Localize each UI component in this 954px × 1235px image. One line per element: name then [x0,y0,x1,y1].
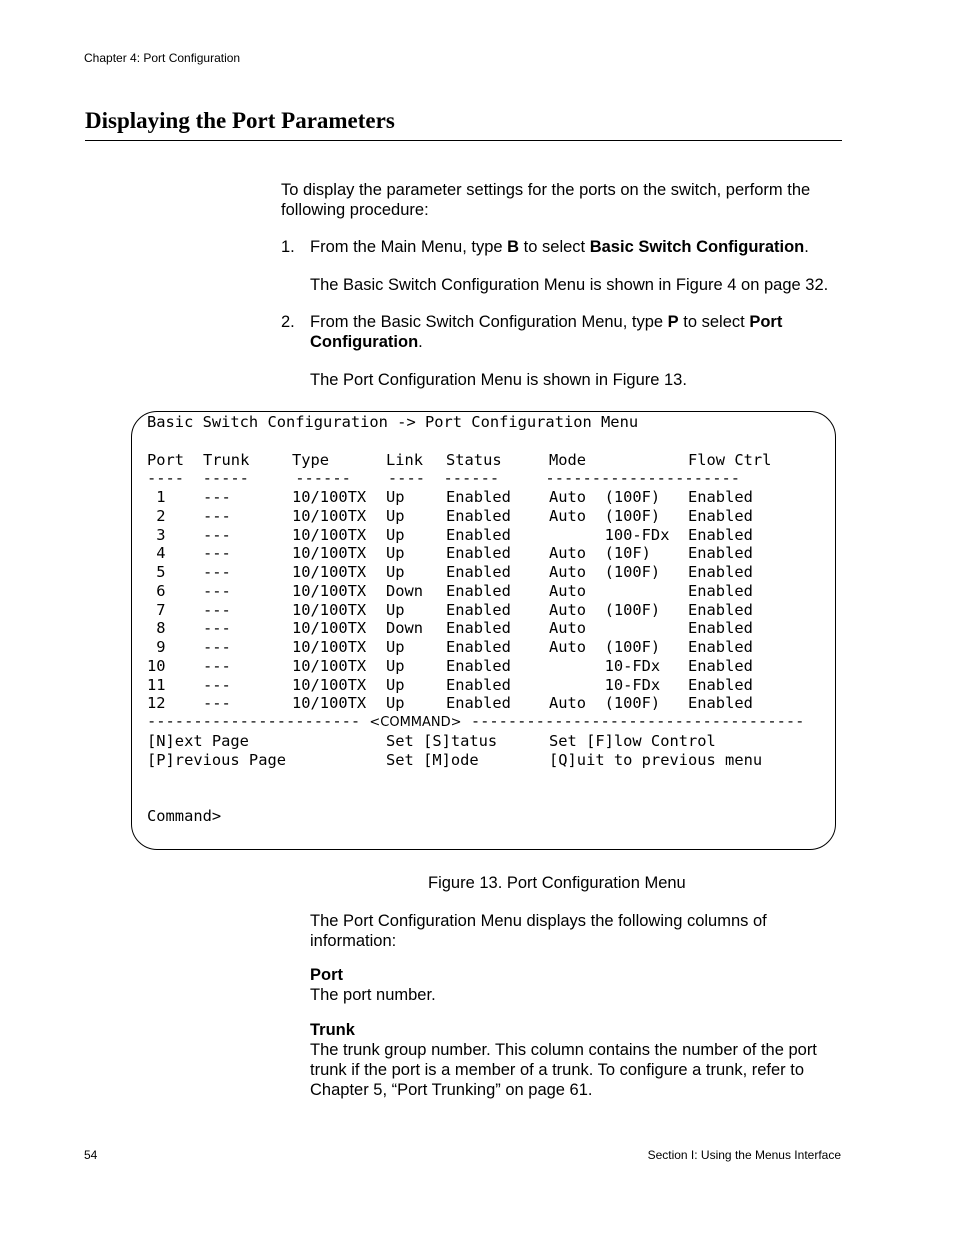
row-3-trunk: --- [203,525,231,544]
col-header-trunk: Trunk [203,451,250,469]
step-2-note: The Port Configuration Menu is shown in Figure 13. [310,371,687,389]
row-11-status: Enabled [446,675,511,694]
step-1-key: B [507,238,520,256]
command-divider: ----------------------- <COMMAND> ------------------------------------ [147,712,805,730]
row-1-port: 1 [147,488,166,506]
step-1-target: Basic Switch Configuration [589,238,805,256]
menu-next-page: [N]ext Page [147,732,249,750]
columns-intro: The Port Configuration Menu displays the following columns of information: [310,912,767,950]
row-8-type: 10/100TX [292,619,367,638]
header-underline: ---- ----- ------ ---- ------ --------------------- [147,469,741,487]
row-10-status: Enabled [446,656,511,675]
row-6-type: 10/100TX [292,581,367,600]
row-10-trunk: --- [203,656,231,675]
row-4-type: 10/100TX [292,544,367,563]
row-4-trunk: --- [203,544,231,563]
step-2-target: Port Configuration [310,313,783,351]
col-header-mode: Mode [549,451,587,469]
row-8-mode: Auto [549,619,587,638]
row-8-trunk: --- [203,619,231,638]
row-11-link: Up [386,675,405,694]
col-header-link: Link [386,451,424,469]
menu-set-status: Set [S]tatus [386,732,498,750]
row-2-type: 10/100TX [292,506,367,525]
intro-paragraph: To display the parameter settings for the ports on the switch, perform the following procedure: [281,181,811,219]
menu-previous-page: [P]revious Page [147,751,286,769]
row-10-type: 10/100TX [292,656,367,675]
row-10-flow-ctrl: Enabled [688,656,753,675]
row-4-flow-ctrl: Enabled [688,544,753,563]
row-3-port: 3 [147,525,166,544]
step-1-note: The Basic Switch Configuration Menu is shown in Figure 4 on page 32. [310,276,829,294]
row-11-port: 11 [147,675,166,694]
row-9-trunk: --- [203,638,231,656]
section-title: Displaying the Port Parameters [85,108,395,133]
page-number: 54 [84,1148,98,1162]
row-9-port: 9 [147,638,166,656]
title-rule [85,140,842,141]
row-6-link: Down [386,581,424,600]
row-4-mode: Auto (10F) [549,544,651,563]
row-4-link: Up [386,544,405,563]
row-3-mode: 100-FDx [549,525,670,544]
row-11-mode: 10-FDx [549,675,661,694]
definition-term-trunk: Trunk [310,1021,355,1039]
row-6-status: Enabled [446,581,511,600]
row-11-trunk: --- [203,675,231,694]
step-1-text: From the Main Menu, type B to select Basic Switch Configuration. [310,238,809,256]
row-1-mode: Auto (100F) [549,488,661,506]
row-10-port: 10 [147,656,166,675]
row-6-flow-ctrl: Enabled [688,581,753,600]
row-5-trunk: --- [203,563,231,581]
row-2-link: Up [386,506,405,525]
definition-desc-trunk: The trunk group number. This column contains the number of the port trunk if the port is a member of a trunk. To configure a trunk, refer to Chapter 5, “Port Trunking” on page 61. [310,1041,817,1099]
row-12-port: 12 [147,694,166,713]
terminal-title: Basic Switch Configuration -> Port Configuration Menu [147,413,639,431]
definition-term-port: Port [310,966,343,984]
step-1-number: 1. [281,238,295,256]
menu-quit: [Q]uit to previous menu [549,751,763,769]
row-5-mode: Auto (100F) [549,563,661,581]
row-5-link: Up [386,563,405,581]
col-header-port: Port [147,451,185,469]
row-5-flow-ctrl: Enabled [688,563,753,581]
row-10-mode: 10-FDx [549,656,661,675]
row-9-type: 10/100TX [292,638,367,656]
row-12-status: Enabled [446,694,511,713]
row-1-status: Enabled [446,488,511,506]
row-3-link: Up [386,525,405,544]
row-6-mode: Auto [549,581,587,600]
row-10-link: Up [386,656,405,675]
row-12-link: Up [386,694,405,713]
row-3-type: 10/100TX [292,525,367,544]
row-3-flow-ctrl: Enabled [688,525,753,544]
row-12-flow-ctrl: Enabled [688,694,753,713]
row-2-flow-ctrl: Enabled [688,506,753,525]
row-8-flow-ctrl: Enabled [688,619,753,638]
row-1-link: Up [386,488,405,506]
row-2-mode: Auto (100F) [549,506,661,525]
row-9-link: Up [386,638,405,656]
row-4-port: 4 [147,544,166,563]
row-1-trunk: --- [203,488,231,506]
running-header: Chapter 4: Port Configuration [84,51,241,65]
row-7-mode: Auto (100F) [549,600,661,619]
col-header-status: Status [446,451,502,469]
row-8-link: Down [386,619,424,638]
command-prompt: Command> [147,807,222,825]
step-2-key: P [667,313,679,331]
row-9-mode: Auto (100F) [549,638,661,656]
row-6-trunk: --- [203,581,231,600]
row-12-type: 10/100TX [292,694,367,713]
step-2-text: From the Basic Switch Configuration Menu, type P to select Port Configuration. [310,313,783,351]
row-2-trunk: --- [203,506,231,525]
menu-set-flow-control: Set [F]low Control [549,732,716,750]
row-8-status: Enabled [446,619,511,638]
row-8-port: 8 [147,619,166,638]
row-5-type: 10/100TX [292,563,367,581]
step-2-number: 2. [281,313,295,331]
definition-desc-port: The port number. [310,986,436,1004]
footer-section: Section I: Using the Menus Interface [647,1148,841,1162]
row-11-flow-ctrl: Enabled [688,675,753,694]
row-1-type: 10/100TX [292,488,367,506]
row-9-flow-ctrl: Enabled [688,638,753,656]
row-7-flow-ctrl: Enabled [688,600,753,619]
col-header-flow-ctrl: Flow Ctrl [688,451,772,469]
row-7-status: Enabled [446,600,511,619]
row-7-type: 10/100TX [292,600,367,619]
row-9-status: Enabled [446,638,511,656]
row-2-status: Enabled [446,506,511,525]
row-7-trunk: --- [203,600,231,619]
row-3-status: Enabled [446,525,511,544]
row-7-port: 7 [147,600,166,619]
row-5-port: 5 [147,563,166,581]
menu-set-mode: Set [M]ode [386,751,479,769]
row-2-port: 2 [147,506,166,525]
row-6-port: 6 [147,581,166,600]
row-11-type: 10/100TX [292,675,367,694]
row-12-trunk: --- [203,694,231,713]
row-12-mode: Auto (100F) [549,694,661,713]
row-5-status: Enabled [446,563,511,581]
col-header-type: Type [292,451,330,469]
command-label: <COMMAND> [369,715,462,730]
row-4-status: Enabled [446,544,511,563]
figure-caption: Figure 13. Port Configuration Menu [428,874,686,892]
row-1-flow-ctrl: Enabled [688,488,753,506]
row-7-link: Up [386,600,405,619]
